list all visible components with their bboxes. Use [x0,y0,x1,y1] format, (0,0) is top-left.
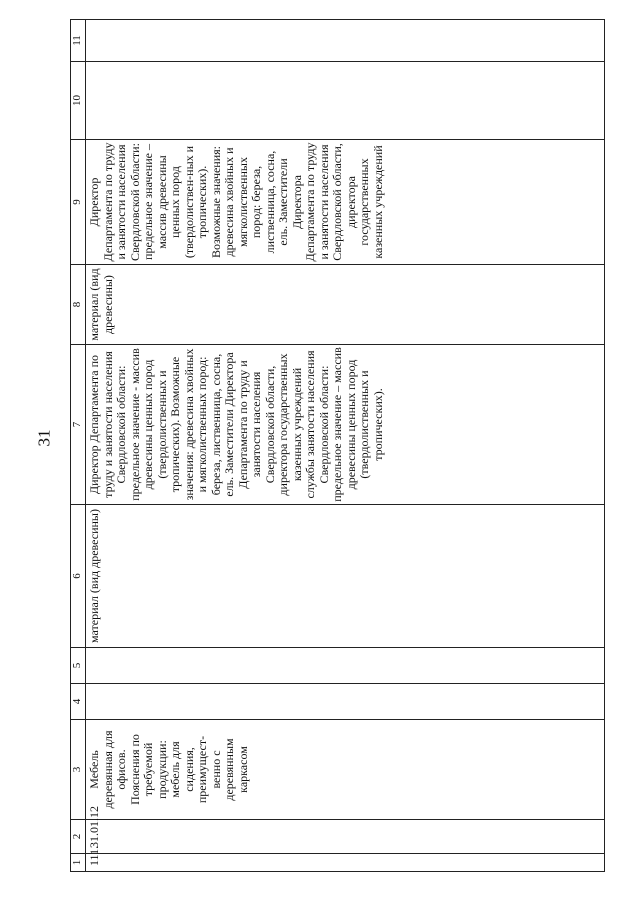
empty-cell [86,20,605,62]
page-number: 31 [34,429,54,447]
product-name-cell [86,720,605,820]
okpd-code: 31.01.12 [87,806,101,848]
cell-10 [86,62,90,139]
column-header: 3 [71,720,86,820]
specification-table [70,19,605,872]
column-header: 9 [71,140,86,265]
characteristic-text: материал (вид древесины) [87,268,115,341]
column-header: 1 [71,854,86,872]
column-header: 5 [71,648,86,684]
value-text: Директор Департамента по труду и занятости населения Свердловской области: предельное значение – массив древесины ценных пород (твердолиствен-ных и тропических). Возможные значения: древесина хвойных и мягколиственных пород: береза, лиственница, сосна, ель. Заместители Директора Департамента по труду и занятости населения Свердловской области, директора государственных казенных учреждений [87,142,385,262]
okpd-code-cell [86,806,605,854]
column-header: 2 [71,820,86,854]
cell-4 [86,684,90,719]
row-number-cell [86,845,605,872]
product-name: Мебель деревянная для офисов. Пояснения по требуемой продукции: мебель для сидения, преимущест-венно с деревянным каркасом [87,730,250,809]
value-cell [86,345,605,505]
rotated-table-inner [70,20,605,872]
characteristic-text: материал (вид древесины) [87,509,101,644]
value-cell [86,140,605,265]
column-header: 4 [71,684,86,720]
column-header: 8 [71,265,86,345]
column-header: 7 [71,345,86,505]
empty-cell [86,62,605,140]
empty-cell [86,684,605,720]
column-header: 11 [71,20,86,62]
table-header-row [71,20,86,872]
characteristic-cell [86,265,605,345]
characteristic-cell [86,505,605,648]
row-number: 111. [87,845,101,866]
cell-5 [86,648,90,683]
rotated-table-container [70,20,605,872]
column-header: 6 [71,505,86,648]
empty-cell [86,648,605,684]
cell-11 [86,20,90,61]
value-text: Директор Департамента по труду и занятости населения Свердловской области: предельное значение - массив древесины ценных пород (твердолиственных и тропических). Возможные значения: древесина хвойных и мягколиственных пород: береза, лиственница, сосна, ель. Заместители Директора Департамента по труду и занятости населения Свердловской области, директора государственных казенных учреждений службы занятости населения Свердловской области: предельное значение – массив древесины ценных пород (твердолиственных и тропических). [87,347,385,502]
column-header: 10 [71,62,86,140]
table-row [86,20,605,872]
